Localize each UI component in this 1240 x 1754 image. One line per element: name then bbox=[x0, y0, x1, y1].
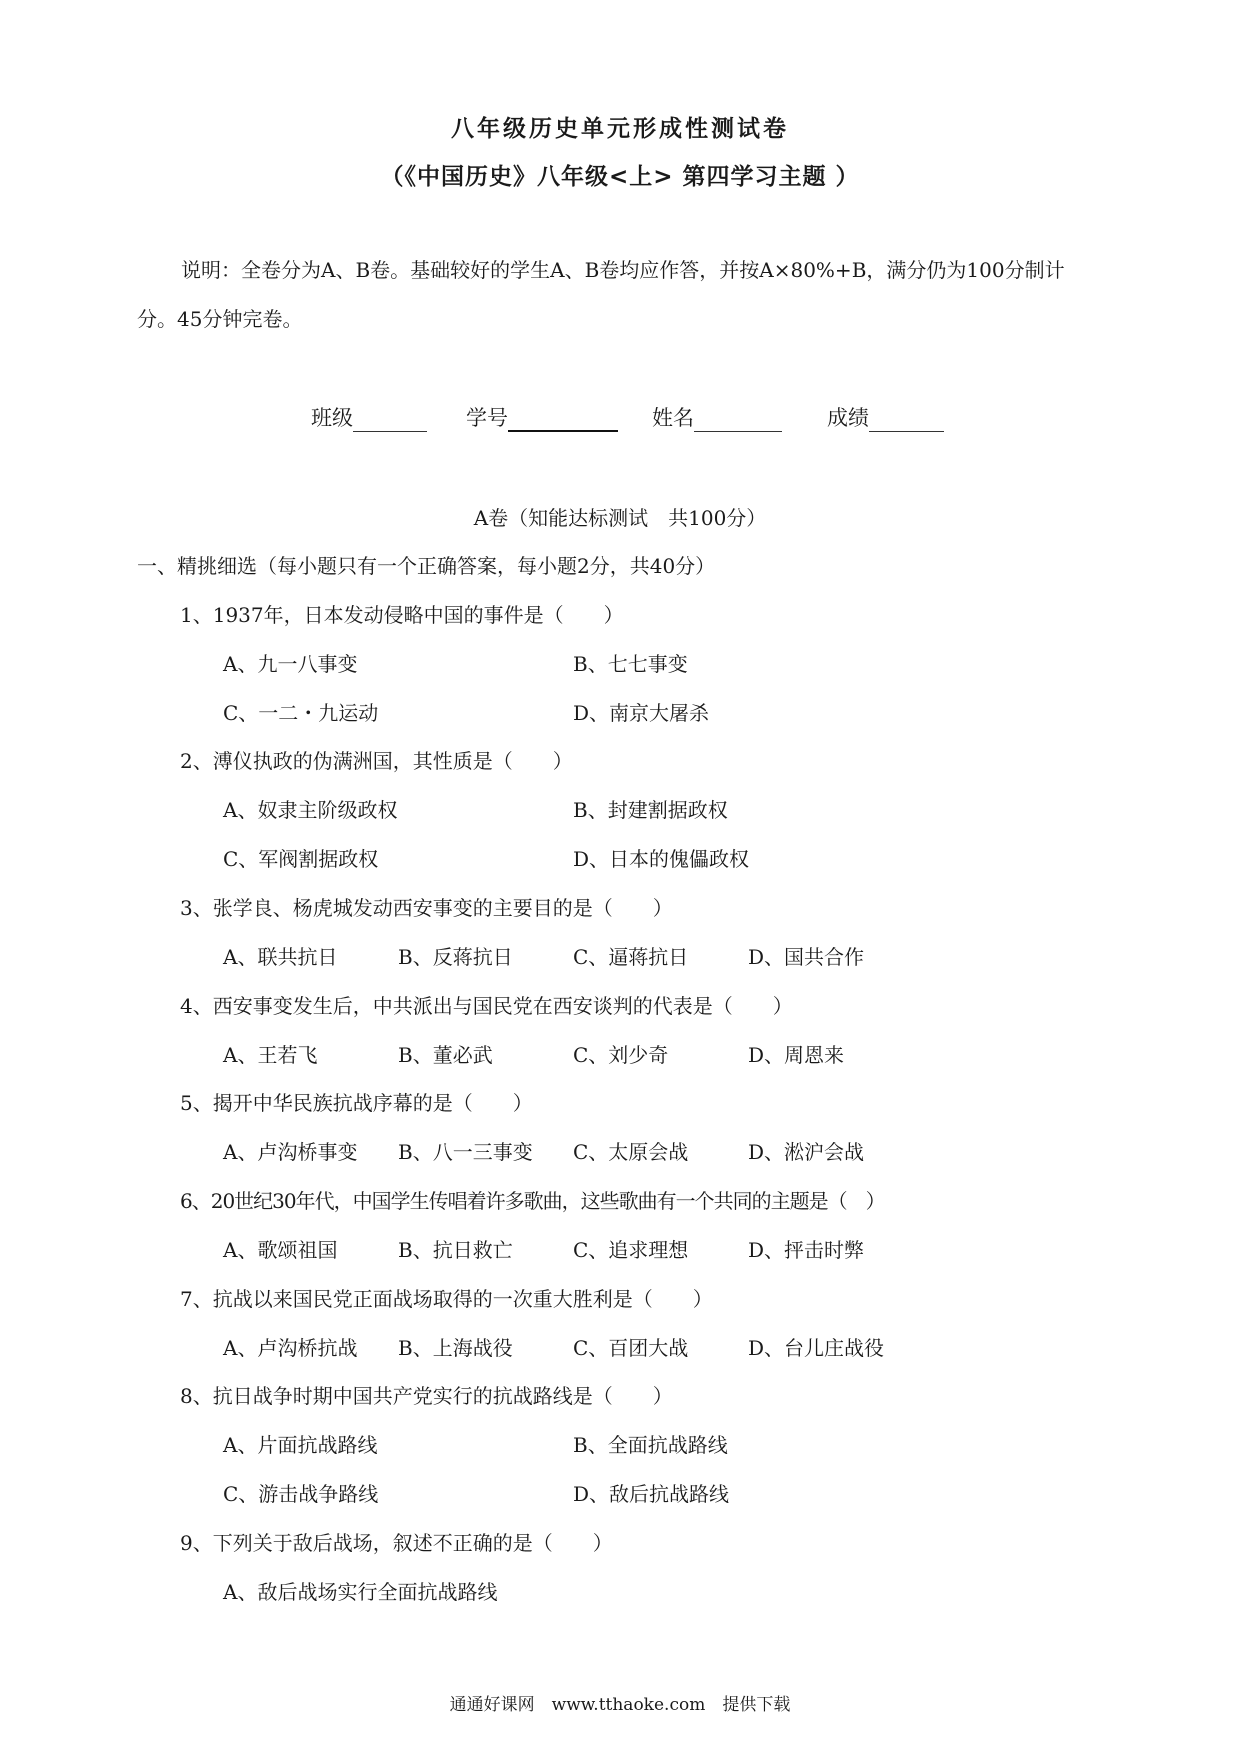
option-3a: A、联共抗日 bbox=[223, 945, 338, 969]
class-blank[interactable] bbox=[353, 409, 427, 432]
exam-title: 八年级历史单元形成性测试卷 bbox=[451, 116, 789, 142]
score-blank[interactable] bbox=[869, 409, 944, 432]
question-8: 8、抗日战争时期中国共产党实行的抗战路线是（ ） bbox=[180, 1384, 673, 1408]
option-1c: C、一二・九运动 bbox=[223, 701, 379, 725]
option-1a: A、九一八事变 bbox=[223, 652, 358, 676]
option-1b: B、七七事变 bbox=[573, 652, 688, 676]
option-4a: A、王若飞 bbox=[223, 1043, 318, 1067]
footer-credit: 通通好课网 www.tthaoke.com 提供下载 bbox=[449, 1695, 791, 1715]
option-3d: D、国共合作 bbox=[748, 945, 865, 969]
option-3c: C、逼蒋抗日 bbox=[573, 945, 689, 969]
option-2d: D、日本的傀儡政权 bbox=[573, 847, 750, 871]
option-2c: C、军阀割据政权 bbox=[223, 847, 379, 871]
question-4: 4、西安事变发生后，中共派出与国民党在西安谈判的代表是（ ） bbox=[180, 994, 793, 1018]
name-field bbox=[652, 402, 782, 432]
instructions-line-1: 说明：全卷分为A、B卷。基础较好的学生A、B卷均应作答，并按A×80%+B，满分仍为100分制计 bbox=[181, 258, 1065, 282]
section-a-heading: A卷（知能达标测试 共100分） bbox=[473, 506, 767, 530]
exam-subtitle: （《中国历史》八年级<上> 第四学习主题 ） bbox=[380, 164, 860, 190]
question-1: 1、1937年，日本发动侵略中国的事件是（ ） bbox=[180, 603, 624, 627]
part-one-heading: 一、精挑细选（每小题只有一个正确答案，每小题2分，共40分） bbox=[137, 554, 716, 578]
question-6: 6、20世纪30年代，中国学生传唱着许多歌曲，这些歌曲有一个共同的主题是（ ） bbox=[180, 1189, 885, 1213]
class-field bbox=[311, 402, 427, 432]
option-7b: B、上海战役 bbox=[398, 1336, 513, 1360]
option-6a: A、歌颂祖国 bbox=[223, 1238, 338, 1262]
option-1d: D、南京大屠杀 bbox=[573, 701, 710, 725]
option-2b: B、封建割据政权 bbox=[573, 798, 728, 822]
name-blank[interactable] bbox=[694, 409, 782, 432]
option-7c: C、百团大战 bbox=[573, 1336, 689, 1360]
question-2: 2、溥仪执政的伪满洲国，其性质是（ ） bbox=[180, 749, 573, 773]
class-label: 班级 bbox=[311, 406, 353, 430]
score-label: 成绩 bbox=[827, 406, 869, 430]
option-8d: D、敌后抗战路线 bbox=[573, 1482, 730, 1506]
option-8b: B、全面抗战路线 bbox=[573, 1433, 728, 1457]
option-5a: A、卢沟桥事变 bbox=[223, 1140, 358, 1164]
instructions bbox=[137, 246, 1137, 344]
option-4d: D、周恩来 bbox=[748, 1043, 845, 1067]
student-number-blank[interactable] bbox=[508, 408, 618, 432]
option-6c: C、追求理想 bbox=[573, 1238, 689, 1262]
instructions-line-2: 分。45分钟完卷。 bbox=[137, 307, 303, 331]
option-7d: D、台儿庄战役 bbox=[748, 1336, 885, 1360]
option-4b: B、董必武 bbox=[398, 1043, 493, 1067]
option-5b: B、八一三事变 bbox=[398, 1140, 533, 1164]
option-6b: B、抗日救亡 bbox=[398, 1238, 513, 1262]
question-5: 5、揭开中华民族抗战序幕的是（ ） bbox=[180, 1091, 533, 1115]
name-label: 姓名 bbox=[652, 406, 694, 430]
student-number-field bbox=[466, 402, 618, 432]
score-field bbox=[827, 402, 944, 432]
option-5c: C、太原会战 bbox=[573, 1140, 689, 1164]
option-8a: A、片面抗战路线 bbox=[223, 1433, 378, 1457]
question-9: 9、下列关于敌后战场，叙述不正确的是（ ） bbox=[180, 1531, 613, 1555]
option-2a: A、奴隶主阶级政权 bbox=[223, 798, 398, 822]
option-5d: D、淞沪会战 bbox=[748, 1140, 865, 1164]
option-3b: B、反蒋抗日 bbox=[398, 945, 513, 969]
option-9a: A、敌后战场实行全面抗战路线 bbox=[223, 1580, 498, 1604]
option-8c: C、游击战争路线 bbox=[223, 1482, 379, 1506]
option-7a: A、卢沟桥抗战 bbox=[223, 1336, 358, 1360]
option-6d: D、抨击时弊 bbox=[748, 1238, 865, 1262]
question-7: 7、抗战以来国民党正面战场取得的一次重大胜利是（ ） bbox=[180, 1287, 713, 1311]
question-3: 3、张学良、杨虎城发动西安事变的主要目的是（ ） bbox=[180, 896, 673, 920]
option-4c: C、刘少奇 bbox=[573, 1043, 669, 1067]
student-number-label: 学号 bbox=[466, 406, 508, 430]
